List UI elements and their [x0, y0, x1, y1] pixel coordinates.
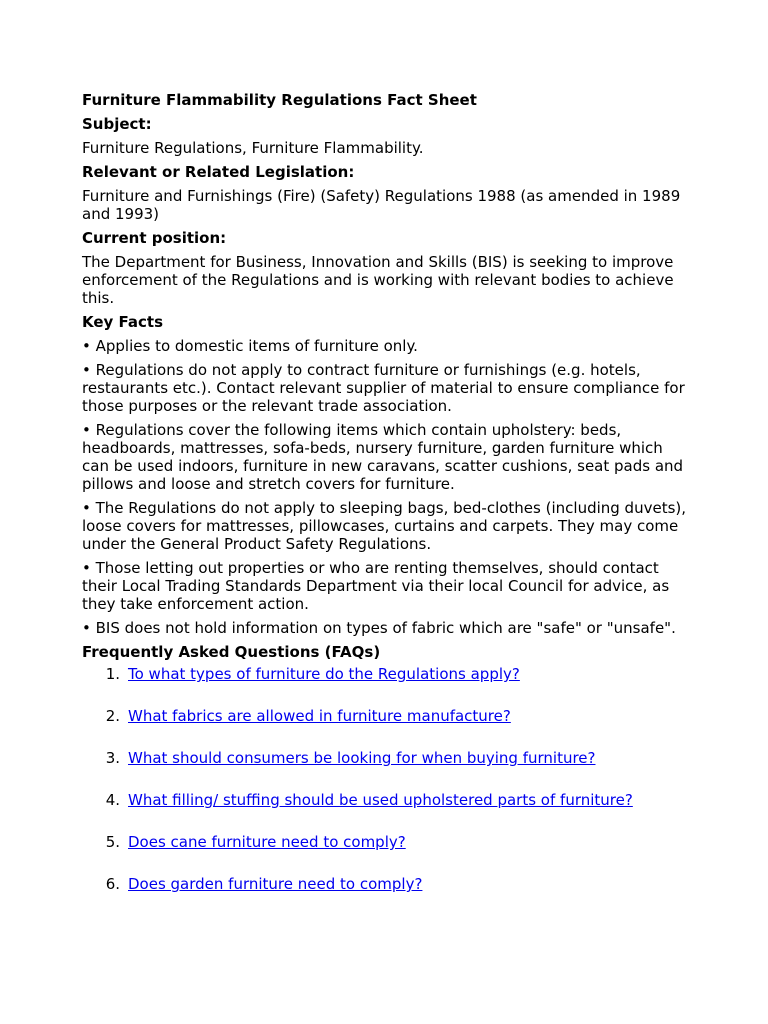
faq-link-consumer-buying[interactable]: What should consumers be looking for when buying furniture? [128, 749, 596, 767]
faq-item [82, 707, 692, 749]
faq-number: 3. [105, 749, 120, 767]
current-position-text: The Department for Business, Innovation and Skills (BIS) is seeking to improve enforcement of the Regulations and is working with relevant bodies to achieve this. [82, 253, 674, 307]
faq-number: 5. [105, 833, 120, 851]
key-fact-item: • Those letting out properties or who are renting themselves, should contact their Local Trading Standards Department via their local Council for advice, as they take enforcement action. [82, 559, 670, 613]
faq-link-fabrics[interactable]: What fabrics are allowed in furniture manufacture? [128, 707, 511, 725]
page-title: Furniture Flammability Regulations Fact Sheet [82, 91, 477, 109]
key-fact-item: • Regulations cover the following items which contain upholstery: beds, headboards, mattresses, sofa-beds, nursery furniture, garden furniture which can be used indoors, furniture in new caravans, scatter cushions, seat pads and pillows and loose and stretch covers for furniture. [82, 421, 684, 493]
faq-heading: Frequently Asked Questions (FAQs) [82, 643, 381, 661]
faq-link-filling[interactable]: What filling/ stuffing should be used upholstered parts of furniture? [128, 791, 633, 809]
key-fact-item: • BIS does not hold information on types of fabric which are "safe" or "unsafe". [82, 619, 676, 637]
faq-item [82, 791, 692, 833]
legislation-heading: Relevant or Related Legislation: [82, 163, 355, 181]
faq-number: 4. [105, 791, 120, 809]
key-facts-heading: Key Facts [82, 313, 164, 331]
fact-sheet [82, 91, 692, 917]
key-fact-item: • Regulations do not apply to contract furniture or furnishings (e.g. hotels, restaurants etc.). Contact relevant supplier of material to ensure compliance for those purposes or the relevant trade association. [82, 361, 685, 415]
subject-heading: Subject: [82, 115, 152, 133]
faq-number: 6. [105, 875, 120, 893]
faq-number: 1. [105, 665, 120, 683]
faq-link-garden-furniture[interactable]: Does garden furniture need to comply? [128, 875, 423, 893]
faq-item [82, 749, 692, 791]
faq-item [82, 665, 692, 707]
key-fact-item: • Applies to domestic items of furniture only. [82, 337, 418, 355]
faq-link-cane-furniture[interactable]: Does cane furniture need to comply? [128, 833, 406, 851]
key-fact-item: • The Regulations do not apply to sleeping bags, bed-clothes (including duvets), loose covers for mattresses, pillowcases, curtains and carpets. They may come under the General Product Safety Regulations. [82, 499, 687, 553]
subject-text: Furniture Regulations, Furniture Flammability. [82, 139, 424, 157]
legislation-text: Furniture and Furnishings (Fire) (Safety) Regulations 1988 (as amended in 1989 and 1993) [82, 187, 681, 223]
current-position-heading: Current position: [82, 229, 227, 247]
faq-item [82, 875, 692, 917]
faq-number: 2. [105, 707, 120, 725]
faq-link-furniture-types[interactable]: To what types of furniture do the Regulations apply? [128, 665, 520, 683]
faq-list [82, 665, 692, 917]
faq-item [82, 833, 692, 875]
